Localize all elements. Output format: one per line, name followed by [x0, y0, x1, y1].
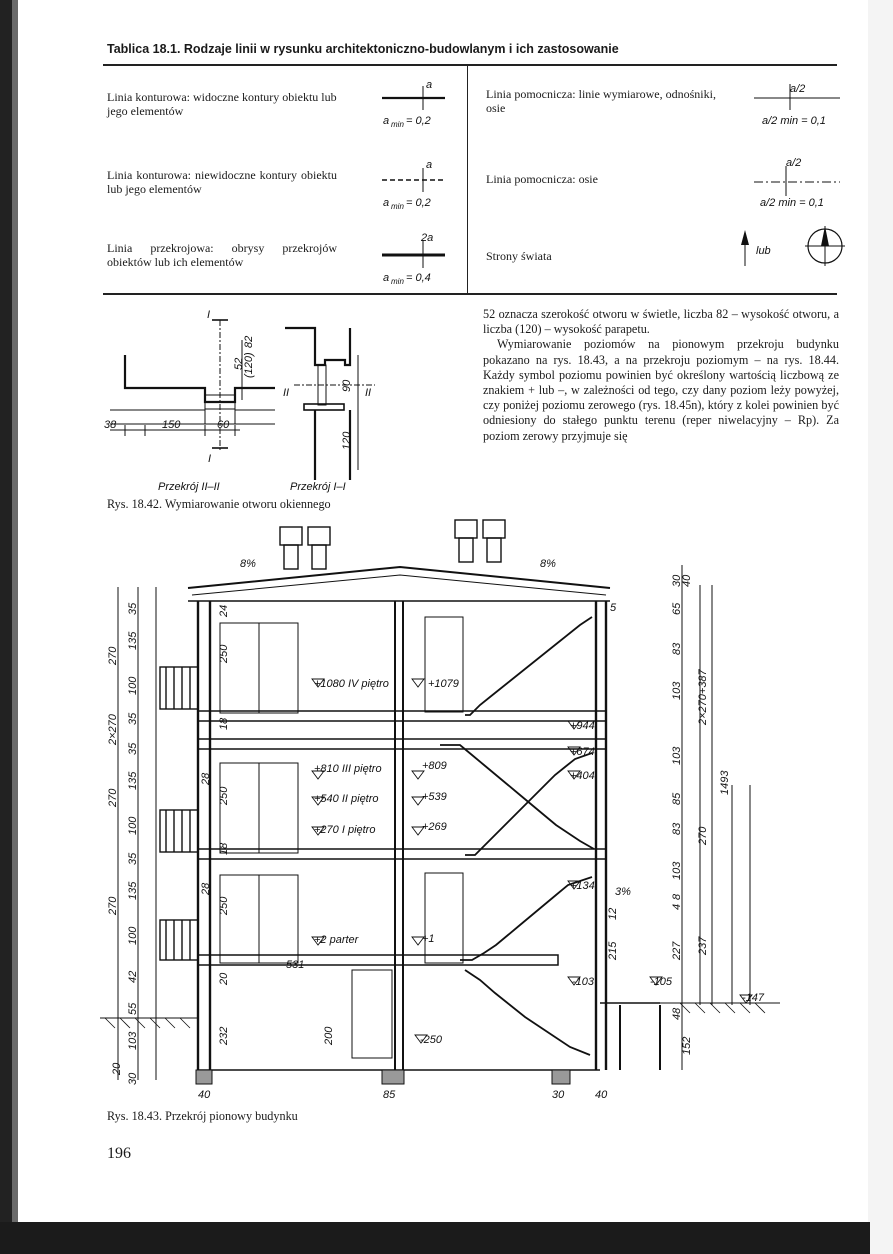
svg-text:a: a [426, 79, 433, 91]
svg-text:52: 52 [233, 357, 245, 370]
svg-text:270: 270 [697, 826, 709, 845]
svg-text:215: 215 [607, 941, 619, 960]
svg-text:250: 250 [218, 644, 230, 663]
svg-text:3%: 3% [615, 886, 631, 898]
window-opening-drawing [100, 300, 480, 520]
svg-text:270: 270 [107, 896, 119, 915]
svg-text:270: 270 [107, 646, 119, 665]
svg-text:232: 232 [218, 1026, 230, 1045]
svg-text:90: 90 [341, 379, 353, 392]
svg-text:+1079: +1079 [428, 678, 459, 690]
svg-text:a/2: a/2 [786, 157, 802, 169]
svg-text:a: a [383, 115, 390, 127]
svg-text:lub: lub [756, 245, 771, 257]
svg-text:40: 40 [681, 574, 693, 587]
svg-text:II: II [283, 387, 290, 399]
figure-caption: Rys. 18.42. Wymiarowanie otworu okiennego [107, 497, 331, 511]
svg-text:a/2 min = 0,1: a/2 min = 0,1 [762, 115, 826, 127]
svg-text:2a: 2a [421, 232, 434, 244]
svg-text:+2 parter: +2 parter [314, 934, 359, 946]
svg-text:= 0,4: = 0,4 [406, 272, 431, 284]
svg-text:+1: +1 [422, 933, 435, 945]
svg-text:+269: +269 [422, 821, 447, 833]
svg-text:20: 20 [111, 1062, 123, 1075]
svg-text:30: 30 [671, 574, 683, 587]
table-row-text: Linia pomocnicza: linie wymiarowe, odnośniki, osie [486, 87, 716, 115]
paragraph: Wymiarowanie poziomów na pionowym przekroju budynku pokazano na rys. 18.43, a na przekroju poziomym – na rys. 18.44. Każdy symbol poziomu powinien być określony wartością liczbową ze znakiem + lub –, w zależności od tego, czy dany poziom leży powyżej, czy poniżej poziomu zerowego (rys. 18.45n), który z kolei powinien być odniesiony do stałego punktu terenu (reper niwelacyjny – Rp). Za poziom zerowy przyjmuje się [483, 337, 839, 443]
svg-text:18: 18 [218, 842, 230, 855]
svg-text:42: 42 [127, 970, 139, 983]
svg-text:35: 35 [127, 602, 139, 615]
svg-text:531: 531 [286, 959, 305, 971]
svg-text:a: a [426, 159, 433, 171]
svg-text:8%: 8% [540, 558, 556, 570]
svg-text:2×270+387: 2×270+387 [697, 669, 709, 725]
svg-text:a/2 min = 0,1: a/2 min = 0,1 [760, 197, 824, 209]
page-bottom-shadow [0, 1222, 870, 1254]
svg-text:35: 35 [127, 852, 139, 865]
svg-text:I: I [208, 453, 212, 465]
svg-text:85: 85 [671, 792, 683, 805]
figure-caption: Rys. 18.43. Przekrój pionowy budynku [107, 1109, 298, 1123]
svg-text:+1080 IV piętro: +1080 IV piętro [314, 678, 389, 690]
svg-text:+809: +809 [422, 760, 447, 772]
svg-text:I: I [207, 309, 211, 321]
svg-text:+270 I piętro: +270 I piętro [314, 824, 376, 836]
svg-text:-250: -250 [420, 1034, 443, 1046]
svg-text:250: 250 [218, 896, 230, 915]
svg-text:-103: -103 [572, 976, 595, 988]
svg-text:+539: +539 [422, 791, 447, 803]
svg-text:152: 152 [681, 1036, 693, 1055]
svg-text:40: 40 [198, 1089, 211, 1101]
table-title: Tablica 18.1. Rodzaje linii w rysunku architektoniczno-budowlanym i ich zastosowanie [107, 42, 619, 56]
svg-text:82: 82 [243, 335, 255, 348]
svg-text:135: 135 [127, 631, 139, 650]
svg-text:103: 103 [671, 861, 683, 880]
svg-text:= 0,2: = 0,2 [406, 197, 431, 209]
svg-text:65: 65 [671, 602, 683, 615]
svg-text:83: 83 [671, 642, 683, 655]
svg-text:Przekrój I–I: Przekrój I–I [290, 481, 346, 493]
svg-text:-105: -105 [650, 976, 673, 988]
svg-text:100: 100 [127, 926, 139, 945]
body-text [483, 307, 839, 444]
svg-text:30: 30 [127, 1072, 139, 1085]
paragraph: 52 oznacza szerokość otworu w świetle, liczba 82 – wysokość otworu, a liczba (120) – wysokość parapetu. [483, 307, 839, 337]
page-number: 196 [107, 1145, 131, 1162]
svg-text:150: 150 [162, 419, 181, 431]
svg-text:min: min [391, 202, 404, 211]
svg-text:12: 12 [607, 907, 619, 920]
table-row-text: Linia konturowa: widoczne kontury obiektu lub jego elementów [107, 90, 337, 118]
svg-text:+674: +674 [570, 746, 595, 758]
table-row-text: Linia przekrojowa: obrysy przekrojów obiektów lub ich elementów [107, 241, 337, 269]
svg-text:30: 30 [552, 1089, 565, 1101]
svg-text:60: 60 [217, 419, 230, 431]
svg-text:135: 135 [127, 771, 139, 790]
svg-text:(120): (120) [243, 352, 255, 378]
svg-text:8%: 8% [240, 558, 256, 570]
svg-text:min: min [391, 277, 404, 286]
svg-text:18: 18 [218, 717, 230, 730]
svg-text:+810 III piętro: +810 III piętro [314, 763, 382, 775]
svg-text:100: 100 [127, 816, 139, 835]
svg-text:135: 135 [127, 881, 139, 900]
svg-text:+944: +944 [570, 720, 595, 732]
svg-text:120: 120 [341, 431, 353, 450]
table-row-text: Linia konturowa: niewidoczne kontury obiektu lub jego elementów [107, 168, 337, 196]
svg-text:a: a [383, 197, 390, 209]
svg-text:103: 103 [671, 681, 683, 700]
svg-text:35: 35 [127, 712, 139, 725]
svg-text:38: 38 [104, 419, 117, 431]
svg-text:237: 237 [697, 936, 709, 955]
svg-text:2×270: 2×270 [107, 714, 119, 745]
svg-text:270: 270 [107, 788, 119, 807]
svg-text:100: 100 [127, 676, 139, 695]
svg-text:5: 5 [610, 602, 617, 614]
svg-text:83: 83 [671, 822, 683, 835]
svg-text:4: 4 [671, 903, 683, 910]
line-type-symbols [0, 0, 893, 300]
svg-text:55: 55 [127, 1002, 139, 1015]
svg-text:48: 48 [671, 1007, 683, 1020]
svg-text:103: 103 [671, 746, 683, 765]
svg-text:250: 250 [218, 786, 230, 805]
svg-text:= 0,2: = 0,2 [406, 115, 431, 127]
svg-text:35: 35 [127, 742, 139, 755]
building-section-drawing [100, 515, 790, 1115]
svg-text:24: 24 [218, 604, 230, 617]
svg-text:+134: +134 [570, 880, 595, 892]
svg-text:227: 227 [671, 941, 683, 960]
svg-text:+540 II piętro: +540 II piętro [314, 793, 379, 805]
svg-text:85: 85 [383, 1089, 396, 1101]
svg-text:8: 8 [671, 893, 683, 900]
svg-text:min: min [391, 120, 404, 129]
svg-text:a/2: a/2 [790, 83, 806, 95]
svg-text:a: a [383, 272, 390, 284]
svg-text:40: 40 [595, 1089, 608, 1101]
svg-text:-147: -147 [742, 992, 765, 1004]
svg-text:Przekrój II–II: Przekrój II–II [158, 481, 220, 493]
svg-text:200: 200 [323, 1026, 335, 1045]
table-row-text: Strony świata [486, 249, 552, 263]
svg-text:II: II [365, 387, 372, 399]
svg-text:28: 28 [200, 882, 212, 895]
svg-text:103: 103 [127, 1031, 139, 1050]
svg-text:20: 20 [218, 972, 230, 985]
table-row-text: Linia pomocnicza: osie [486, 172, 598, 186]
svg-text:28: 28 [200, 772, 212, 785]
svg-text:1493: 1493 [719, 770, 731, 795]
svg-text:+404: +404 [570, 770, 595, 782]
